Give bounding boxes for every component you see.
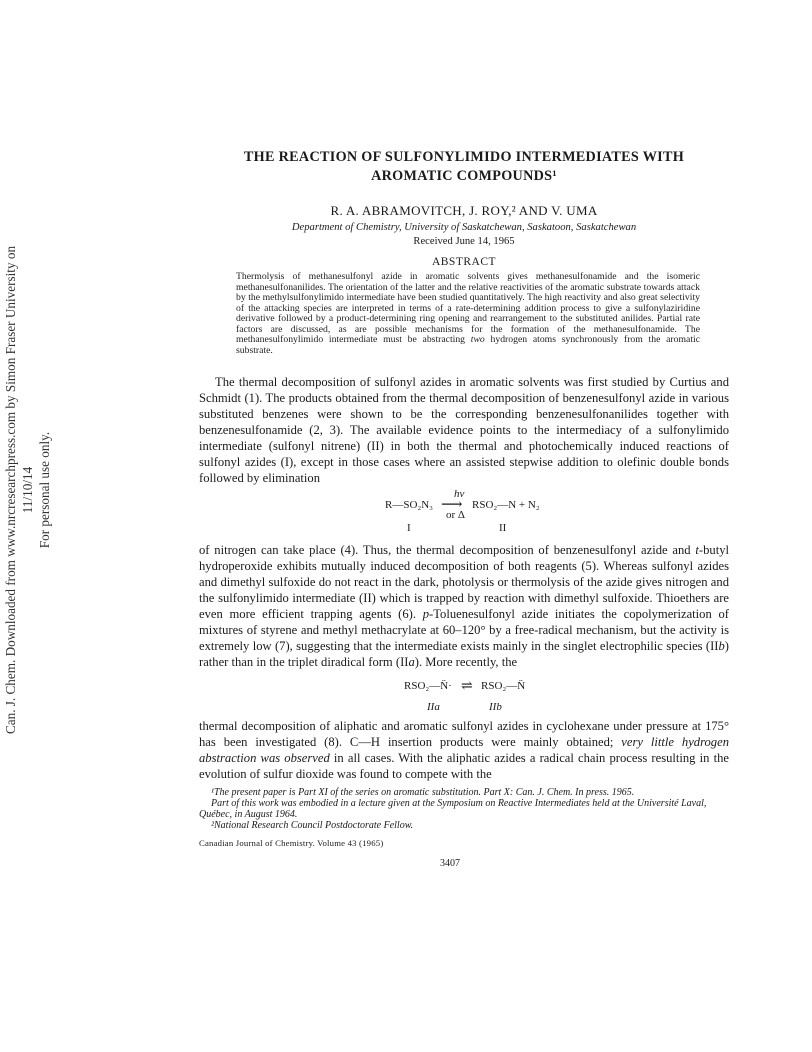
watermark-line-2: For personal use only. <box>37 431 52 549</box>
title-line-1: THE REACTION OF SULFONYLIMIDO INTERMEDIATES WITH <box>243 149 685 165</box>
article-page <box>199 148 729 869</box>
equation-2 <box>199 670 729 718</box>
abstract-text: Thermolysis of methanesulfonyl azide in aromatic solvents gives methanesulfonamide and the isomeric methanesulfonanilides. The orientation of the latter and the relative reactivities of the aromatic substrate towards attack by the methylsulfonylimido intermediate have been studied quantitatively. The high reactivity and also great selectivity of the attacking species are interpreted in terms of a rate-determining addition process to give a sulfonylaziridine derivative followed by a product-determining ring opening and rearrangement to the substituted anilides. Partial rate factors are discussed, as are possible mechanisms for the formation of the methanesulfonamide. The methanesulfonylimido intermediate must be abstracting <box>236 271 700 345</box>
journal-citation: Canadian Journal of Chemistry. Volume 43 (1965) <box>199 838 384 848</box>
page-number: 3407 <box>440 858 460 869</box>
p2-a-italic: a <box>408 655 415 669</box>
p2-e: ). More recently, the <box>414 655 518 669</box>
footnote-1: ¹The present paper is Part XI of the series on aromatic substitution. Part X: Can. J. Chem. In press. 1965. <box>211 787 635 798</box>
p3-italic: very little hydrogen abstraction was observed <box>199 735 729 765</box>
eq1-label-right: II <box>499 522 507 534</box>
p2-d: ) rather than in the triplet diradical form (II <box>199 639 729 669</box>
affiliation: Department of Chemistry, University of Saskatchewan, Saskatoon, Saskatchewan <box>291 222 637 233</box>
p3-a: thermal decomposition of aliphatic and aromatic sulfonyl azides in cyclohexane under pressure at 175° has been investigated (8). C—H insertion products were mainly obtained; <box>199 719 729 749</box>
received-date: Received June 14, 1965 <box>413 236 515 247</box>
p2-a: of nitrogen can take place (4). Thus, the thermal decomposition of benzenesulfonyl azide and <box>199 543 696 557</box>
authors: R. A. ABRAMOVITCH, J. ROY,² AND V. UMA <box>330 203 598 218</box>
eq1-reactant: R—SO₂N₃ <box>385 499 434 511</box>
abstract-text-italic: two <box>470 334 485 345</box>
abstract-heading: ABSTRACT <box>431 256 497 268</box>
eq2-left: RSO₂—N̈· <box>404 680 452 692</box>
eq1-product: RSO₂—N + N₂ <box>472 499 540 511</box>
eq1-condition-bottom: or Δ <box>446 509 465 521</box>
footnote-2: ²National Research Council Postdoctorate Fellow. <box>211 820 414 831</box>
footnotes <box>199 787 729 831</box>
eq2-arrows: ⇌ <box>461 679 473 694</box>
p2-t: t <box>695 543 699 557</box>
equation-1 <box>199 486 729 542</box>
eq1-condition-top: hν <box>454 488 465 500</box>
eq1-arrow: ⟶ <box>441 497 463 513</box>
p2-b-italic: b <box>718 639 725 653</box>
p3-b: in all cases. With the aliphatic azides a radical chain process resulting in the evolution of sulfur dioxide was found to compete with the <box>199 751 729 781</box>
eq2-label-left: IIa <box>427 701 440 713</box>
footnote-1b: Part of this work was embodied in a lecture given at the Symposium on Reactive Intermediates held at the Université Laval, Québec, in August 1964. <box>199 798 707 820</box>
download-watermark <box>2 230 52 750</box>
body-paragraph-3 <box>199 718 729 782</box>
watermark-line-1: Can. J. Chem. Downloaded from www.nrcresearchpress.com by Simon Fraser University on 11/10/14 <box>3 245 35 735</box>
body-paragraph-1: The thermal decomposition of sulfonyl azides in aromatic solvents was first studied by Curtius and Schmidt (1). The products obtained from the thermal decomposition of benzenesulfonyl azide in various substituted benzenes were shown to be the corresponding benzenesulfonanilides together with benzenesulfonamide (2, 3). The available evidence points to the intermediacy of a sulfonylimido intermediate (sulfonyl nitrene) (II) in both the thermal and photochemically induced reactions of sulfonyl azides (I), except in those cases where an assisted stepwise addition to olefinic double bonds followed by elimination <box>199 375 729 485</box>
abstract-text-tail: hydrogen atoms synchronously from the aromatic substrate. <box>236 334 701 356</box>
eq2-right: RSO₂—N̈ <box>481 680 526 692</box>
p2-b: -butyl hydroperoxide exhibits mutually induced decomposition of both reagents (5). Whereas sulfonyl azides and dimethyl sulfoxide do not react in the dark, photolysis or thermolysis of the azide gives nitrogen and the sulfonylimido intermediate (II) which is trapped by reaction with dimethyl sulfoxide. Thioethers are even more efficient trapping agents (6). <box>199 543 729 621</box>
title-line-2: AROMATIC COMPOUNDS¹ <box>371 168 557 184</box>
article-title <box>199 148 729 186</box>
eq2-label-right: IIb <box>489 701 502 713</box>
body-paragraph-2 <box>199 542 729 670</box>
eq1-label-left: I <box>407 522 411 534</box>
p2-p: p <box>422 607 430 621</box>
p2-c: -Toluenesulfonyl azide initiates the copolymerization of mixtures of styrene and methyl methacrylate at 60–120° by a free-radical mechanism, but the activity is extremely low (7), suggesting that the intermediate exists mainly in the singlet electrophilic species (II <box>199 607 729 653</box>
abstract-body <box>236 272 700 356</box>
